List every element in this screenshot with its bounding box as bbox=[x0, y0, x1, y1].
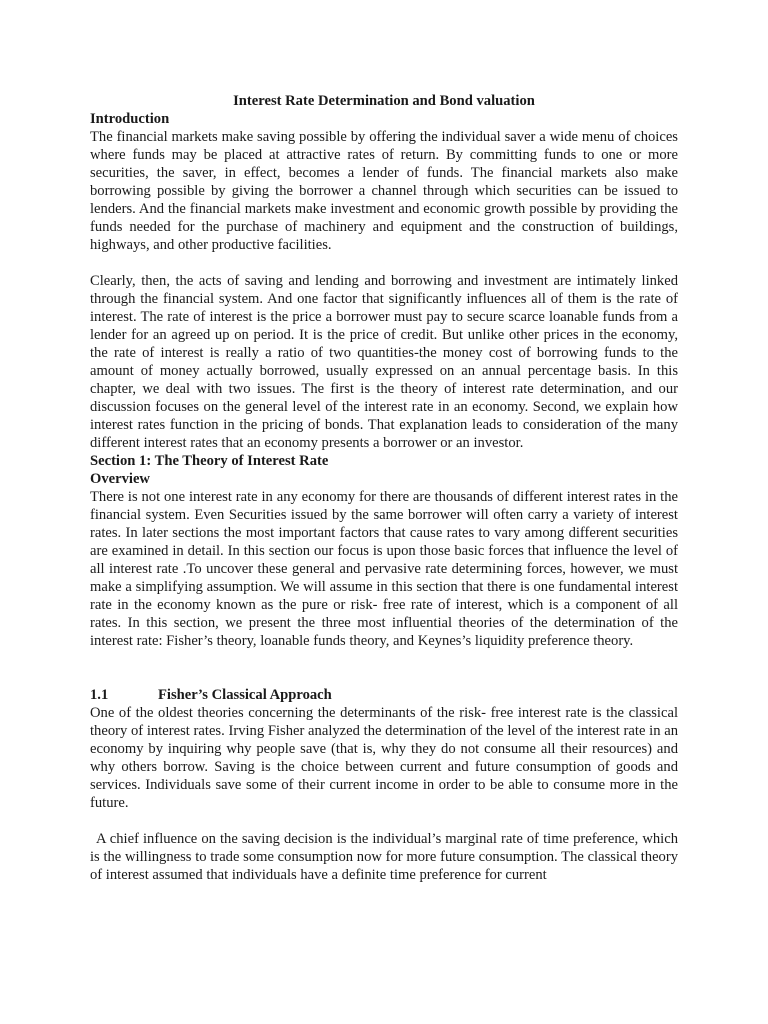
subsection-title: Fisher’s Classical Approach bbox=[158, 687, 332, 703]
subsection-number: 1.1 bbox=[90, 687, 109, 703]
section-spacer bbox=[90, 650, 678, 686]
introduction-paragraph-2: Clearly, then, the acts of saving and lending and borrowing and investment are intimately linked through the financial system. And one factor that significantly influences all of them is the rate of interest. The rate of interest is the price a borrower must pay to secure scarce loanable funds from a lender for an agreed up on period. It is the price of credit. But unlike other prices in the economy, the rate of interest is really a ratio of two quantities-the money cost of borrowing funds to the amount of money actually borrowed, usually expressed on an annual percentage basis. In this chapter, we deal with two issues. The first is the theory of interest rate determination, and our discussion focuses on the general level of the interest rate in an economy. Second, we explain how interest rates function in the pricing of bonds. That explanation leads to consideration of the many different interest rates that an economy presents a borrower or an investor. bbox=[90, 273, 678, 451]
subsection-1-1-heading bbox=[90, 686, 678, 704]
fisher-paragraph-1: One of the oldest theories concerning the determinants of the risk- free interest rate is the classical theory of interest rates. Irving Fisher analyzed the determination of the level of the interest rate in an economy by inquiring why people save (that is, why they do not consume all their resources) and why others borrow. Saving is the choice between current and future consumption of goods and services. Individuals save some of their current income in order to be able to consume more in the future. bbox=[90, 705, 678, 811]
paragraph-spacer bbox=[90, 812, 678, 830]
section-1-heading: Section 1: The Theory of Interest Rate bbox=[90, 453, 329, 469]
introduction-heading: Introduction bbox=[90, 111, 170, 127]
paragraph-spacer bbox=[90, 254, 678, 272]
overview-paragraph: There is not one interest rate in any economy for there are thousands of different interest rates in the financial system. Even Securities issued by the same borrower will often carry a variety of interest rates. In later sections the most important factors that cause rates to vary among different securities are examined in detail. In this section our focus is upon those basic forces that influence the level of all interest rate .To uncover these general and pervasive rate determining forces, however, we must make a simplifying assumption. We will assume in this section that there is one fundamental interest rate in the economy known as the pure or risk- free rate of interest, which is a component of all rates. In this section, we present the three most influential theories of the determination of the interest rate: Fisher’s theory, loanable funds theory, and Keynes’s liquidity preference theory. bbox=[90, 489, 678, 649]
introduction-paragraph-1: The financial markets make saving possible by offering the individual saver a wide menu of choices where funds may be placed at attractive rates of return. By committing funds to one or more securities, the saver, in effect, becomes a lender of funds. The financial markets also make borrowing possible by giving the borrower a channel through which securities can be issued to lenders. And the financial markets make investment and economic growth possible by providing the funds needed for the purchase of machinery and equipment and the construction of buildings, highways, and other productive facilities. bbox=[90, 129, 678, 253]
overview-heading: Overview bbox=[90, 471, 150, 487]
document-page bbox=[90, 92, 678, 884]
fisher-paragraph-2: A chief influence on the saving decision is the individual’s marginal rate of time preference, which is the willingness to trade some consumption now for more future consumption. The classical theory of interest assumed that individuals have a definite time preference for current bbox=[90, 831, 678, 883]
document-title: Interest Rate Determination and Bond valuation bbox=[233, 93, 535, 109]
